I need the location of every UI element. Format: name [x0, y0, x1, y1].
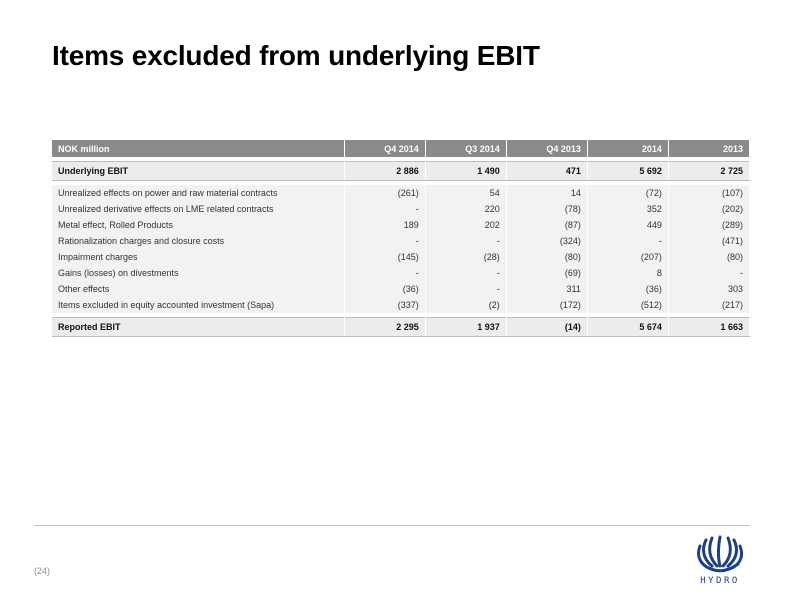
table-cell: 311 — [506, 281, 587, 297]
page-number: (24) — [34, 566, 51, 576]
table-cell: 2 886 — [344, 162, 425, 181]
column-header: 2014 — [587, 140, 668, 157]
table-cell: - — [425, 281, 506, 297]
page-title: Items excluded from underlying EBIT — [52, 40, 540, 71]
row-label: Rationalization charges and closure costs — [52, 233, 344, 249]
column-header: Q4 2013 — [506, 140, 587, 157]
table-cell: - — [344, 233, 425, 249]
table-cell: 2 295 — [344, 318, 425, 337]
logo-wordmark: HYDRO — [700, 576, 740, 586]
table-cell: - — [344, 201, 425, 217]
table-cell: - — [668, 265, 749, 281]
table-cell: (337) — [344, 297, 425, 313]
row-label: Impairment charges — [52, 249, 344, 265]
table-cell: (202) — [668, 201, 749, 217]
table-row — [52, 201, 750, 217]
column-header: 2013 — [668, 140, 749, 157]
table-row — [52, 297, 750, 313]
column-header: Q3 2014 — [425, 140, 506, 157]
table-row — [52, 249, 750, 265]
column-header: Q4 2014 — [344, 140, 425, 157]
table-cell: 202 — [425, 217, 506, 233]
row-label: Underlying EBIT — [52, 162, 344, 181]
table-cell: (36) — [587, 281, 668, 297]
row-label: Metal effect, Rolled Products — [52, 217, 344, 233]
row-label: Reported EBIT — [52, 318, 344, 337]
table-cell: (80) — [506, 249, 587, 265]
table-cell: (172) — [506, 297, 587, 313]
table-cell: 1 663 — [668, 318, 749, 337]
table-cell: (471) — [668, 233, 749, 249]
table-cell: 220 — [425, 201, 506, 217]
table-cell: (289) — [668, 217, 749, 233]
table-cell: (217) — [668, 297, 749, 313]
footer-divider — [34, 525, 750, 526]
ebit-table — [52, 140, 750, 337]
table-cell: 5 692 — [587, 162, 668, 181]
row-label: Unrealized effects on power and raw material contracts — [52, 185, 344, 201]
table-cell: 303 — [668, 281, 749, 297]
table-cell: (145) — [344, 249, 425, 265]
table-cell: 1 937 — [425, 318, 506, 337]
table-row — [52, 217, 750, 233]
table-row — [52, 185, 750, 201]
table-cell: 189 — [344, 217, 425, 233]
table-cell: (28) — [425, 249, 506, 265]
table-cell: 8 — [587, 265, 668, 281]
column-header: NOK million — [52, 140, 344, 157]
table-row — [52, 281, 750, 297]
row-label: Gains (losses) on divestments — [52, 265, 344, 281]
table-cell: 54 — [425, 185, 506, 201]
table-cell: 1 490 — [425, 162, 506, 181]
table-cell: 352 — [587, 201, 668, 217]
table-cell: - — [425, 233, 506, 249]
table-cell: (69) — [506, 265, 587, 281]
table-cell: 14 — [506, 185, 587, 201]
table-cell: (207) — [587, 249, 668, 265]
table-cell: - — [344, 265, 425, 281]
table-cell: (80) — [668, 249, 749, 265]
underlying-ebit-row — [52, 162, 750, 181]
table-cell: (78) — [506, 201, 587, 217]
table-cell: (2) — [425, 297, 506, 313]
table-cell: 2 725 — [668, 162, 749, 181]
table-cell: (14) — [506, 318, 587, 337]
table-row — [52, 233, 750, 249]
reported-ebit-row — [52, 318, 750, 337]
table-row — [52, 265, 750, 281]
table-cell: 449 — [587, 217, 668, 233]
table-cell: 471 — [506, 162, 587, 181]
table-cell: 5 674 — [587, 318, 668, 337]
table-cell: - — [587, 233, 668, 249]
table-cell: (87) — [506, 217, 587, 233]
row-label: Unrealized derivative effects on LME related contracts — [52, 201, 344, 217]
row-label: Other effects — [52, 281, 344, 297]
table-cell: - — [425, 265, 506, 281]
table-cell: (261) — [344, 185, 425, 201]
table-cell: (36) — [344, 281, 425, 297]
table-cell: (107) — [668, 185, 749, 201]
row-label: Items excluded in equity accounted investment (Sapa) — [52, 297, 344, 313]
table-header-row — [52, 140, 750, 157]
table-cell: (324) — [506, 233, 587, 249]
table-cell: (72) — [587, 185, 668, 201]
table-cell: (512) — [587, 297, 668, 313]
